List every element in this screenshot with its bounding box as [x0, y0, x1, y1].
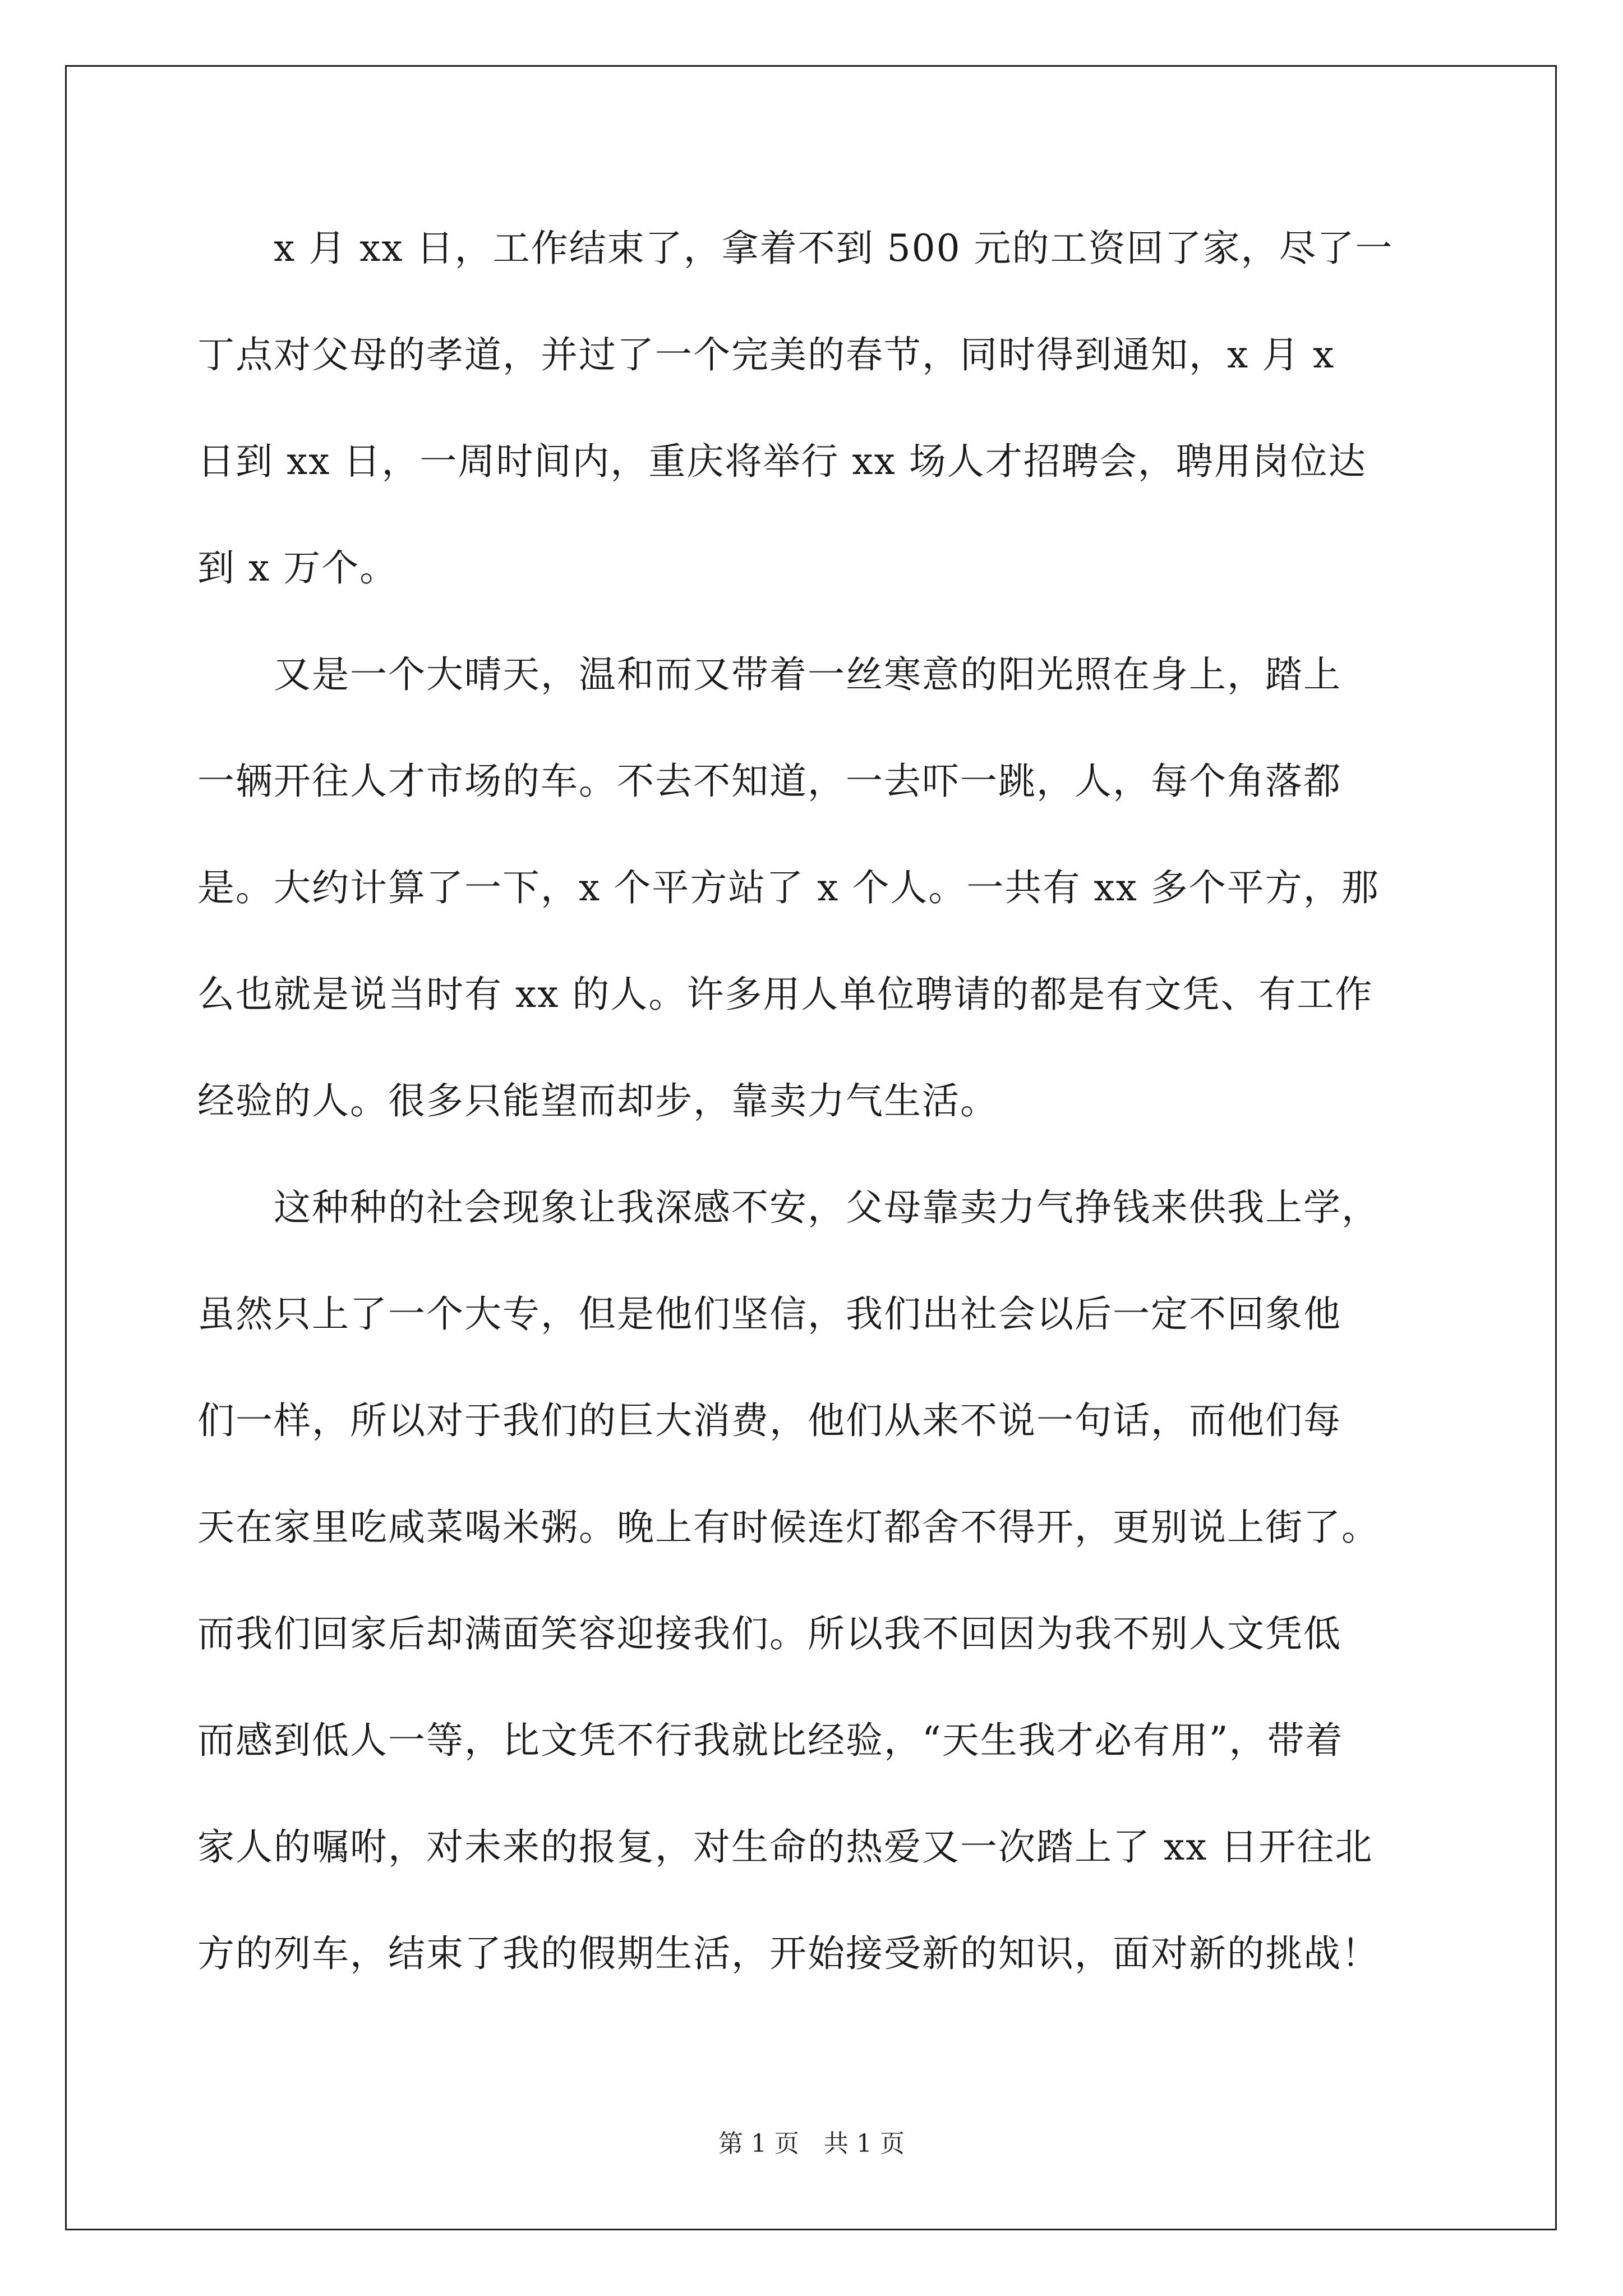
text-line: 天在家里吃咸菜喝米粥。晚上有时候连灯都舍不得开，更别说上街了。	[197, 1506, 1380, 1549]
text-line: 经验的人。很多只能望而却步，靠卖力气生活。	[197, 1079, 998, 1122]
text-line: 而我们回家后却满面笑容迎接我们。所以我不回因为我不别人文凭低	[197, 1612, 1341, 1655]
text-line: 到 x 万个。	[197, 546, 398, 590]
text-line: 一辆开往人才市场的车。不去不知道，一去吓一跳，人，每个角落都	[197, 760, 1341, 803]
page-border	[65, 65, 1557, 2230]
page-number-footer: 第 1 页 共 1 页	[718, 2129, 905, 2158]
text-line: 丁点对父母的孝道，并过了一个完美的春节，同时得到通知，x 月 x	[197, 333, 1335, 376]
text-line: 家人的嘱咐，对未来的报复，对生命的热爱又一次踏上了 xx 日开往北	[197, 1825, 1373, 1869]
text-line: 又是一个大晴天，温和而又带着一丝寒意的阳光照在身上，踏上	[197, 653, 1341, 696]
text-line: x 月 xx 日，工作结束了，拿着不到 500 元的工资回了家，尽了一	[197, 227, 1394, 270]
text-line: 么也就是说当时有 xx 的人。许多用人单位聘请的都是有文凭、有工作	[197, 973, 1373, 1016]
text-line: 虽然只上了一个大专，但是他们坚信，我们出社会以后一定不回象他	[197, 1292, 1341, 1336]
text-line: 方的列车，结束了我的假期生活，开始接受新的知识，面对新的挑战！	[197, 1932, 1380, 1975]
text-line: 日到 xx 日，一周时间内，重庆将举行 xx 场人才招聘会，聘用岗位达	[197, 440, 1367, 483]
text-line: 们一样，所以对于我们的巨大消费，他们从来不说一句话，而他们每	[197, 1399, 1341, 1442]
text-line: 是。大约计算了一下，x 个平方站了 x 个人。一共有 xx 多个平方，那	[197, 866, 1380, 909]
text-line: 这种种的社会现象让我深感不安，父母靠卖力气挣钱来供我上学，	[197, 1186, 1380, 1229]
text-line: 而感到低人一等，比文凭不行我就比经验，“天生我才必有用”，带着	[197, 1719, 1344, 1762]
